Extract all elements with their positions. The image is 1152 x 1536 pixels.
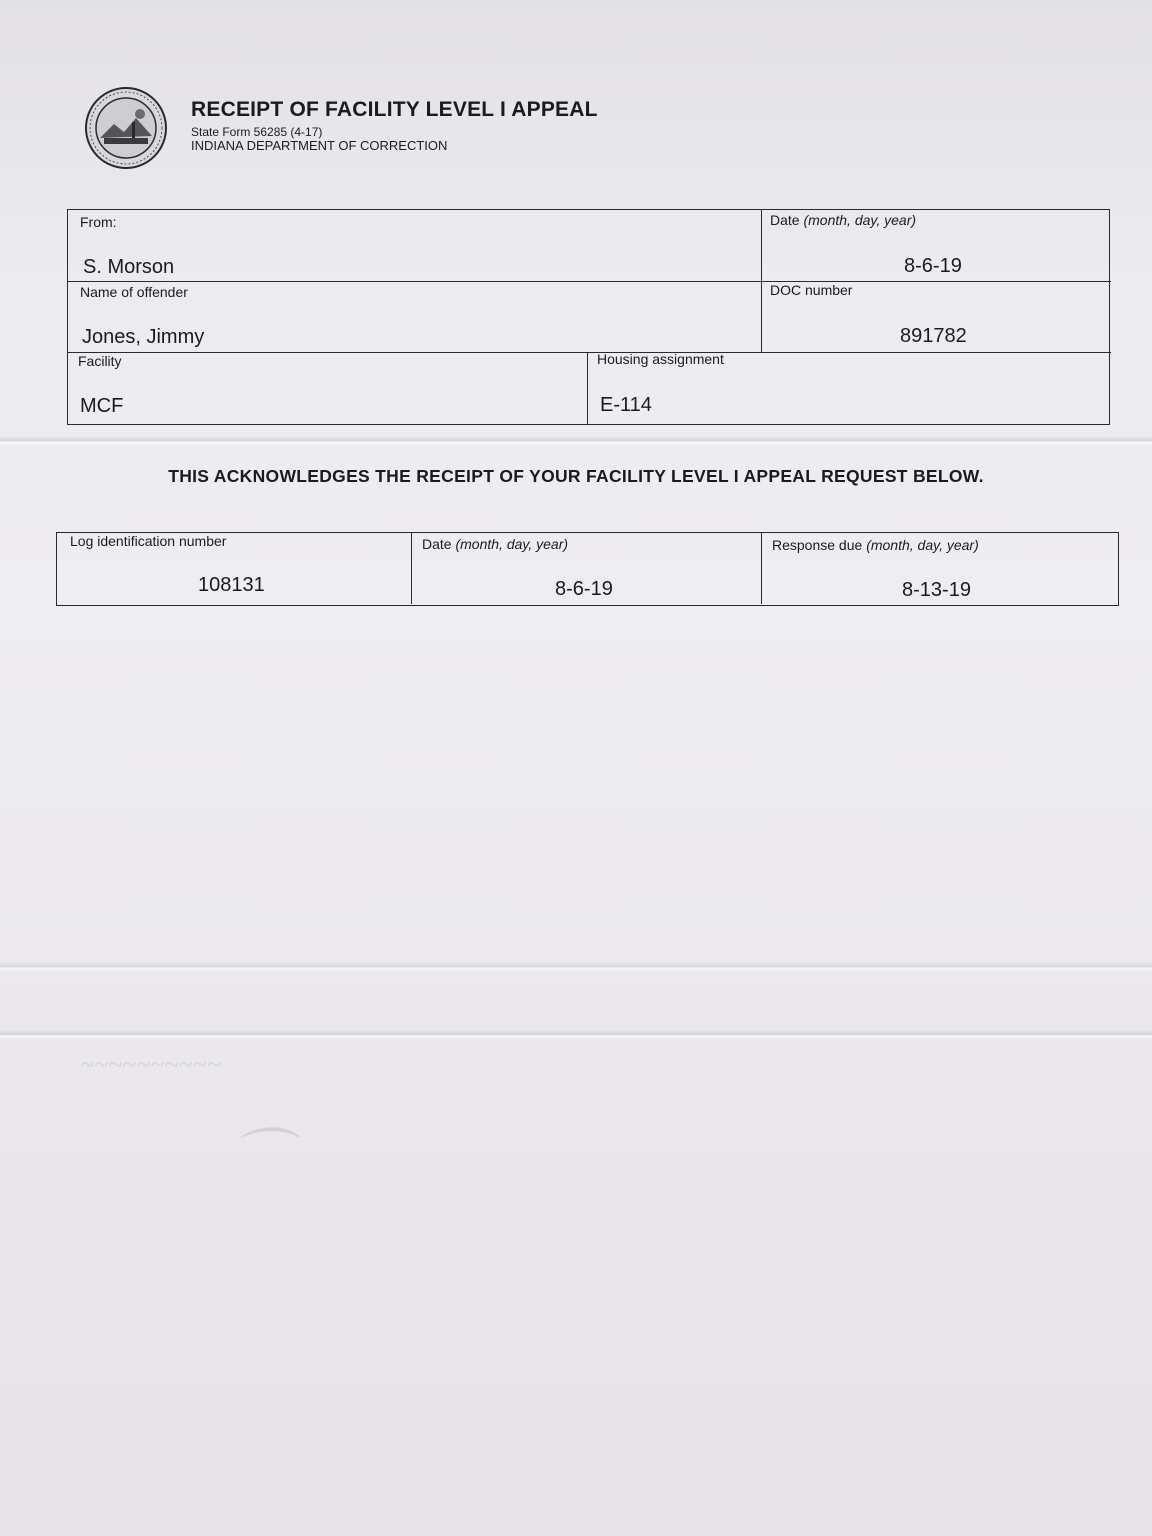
date-cell [762,210,1111,282]
housing-label: Housing assignment [597,351,724,367]
offender-label: Name of offender [80,284,188,300]
log-date-label: Date (month, day, year) [422,536,569,552]
from-value: S. Morson [83,256,175,278]
doc-number-value: 891782 [900,325,967,347]
log-date-cell [412,533,762,604]
date-value: 8-6-19 [904,255,962,277]
log-id-value: 108131 [198,574,265,596]
log-date-value: 8-6-19 [555,578,613,600]
from-label: From: [80,214,117,230]
facility-value: MCF [80,395,124,417]
show-through-mark: ~~~~~~~~~~ [80,1050,221,1079]
offender-cell [68,282,762,353]
paper-fold [0,1030,1152,1040]
log-id-label: Log identification number [70,533,227,549]
housing-cell [588,353,1111,424]
log-id-cell [57,533,412,604]
date-label: Date (month, day, year) [770,212,917,228]
housing-value: E-114 [600,394,652,416]
indiana-state-seal-icon [84,86,168,170]
response-due-cell [762,533,1120,604]
acknowledgement-text: THIS ACKNOWLEDGES THE RECEIPT OF YOUR FACILITY LEVEL I APPEAL REQUEST BELOW. [168,466,984,486]
show-through-mark: ⌒ [230,1125,290,1191]
doc-number-cell [762,282,1111,353]
offender-info-box [67,209,1110,425]
department-name: INDIANA DEPARTMENT OF CORRECTION [191,138,448,153]
offender-value: Jones, Jimmy [82,326,205,348]
from-cell [68,210,762,282]
log-info-box [56,532,1119,606]
paper-fold [0,962,1152,972]
response-due-value: 8-13-19 [902,579,971,601]
form-title: RECEIPT OF FACILITY LEVEL I APPEAL [191,98,598,121]
facility-label: Facility [78,353,122,369]
response-due-label: Response due (month, day, year) [772,537,979,553]
doc-number-label: DOC number [770,282,853,298]
facility-cell [68,353,588,424]
form-number: State Form 56285 (4-17) [191,125,323,139]
paper-fold [0,436,1152,446]
